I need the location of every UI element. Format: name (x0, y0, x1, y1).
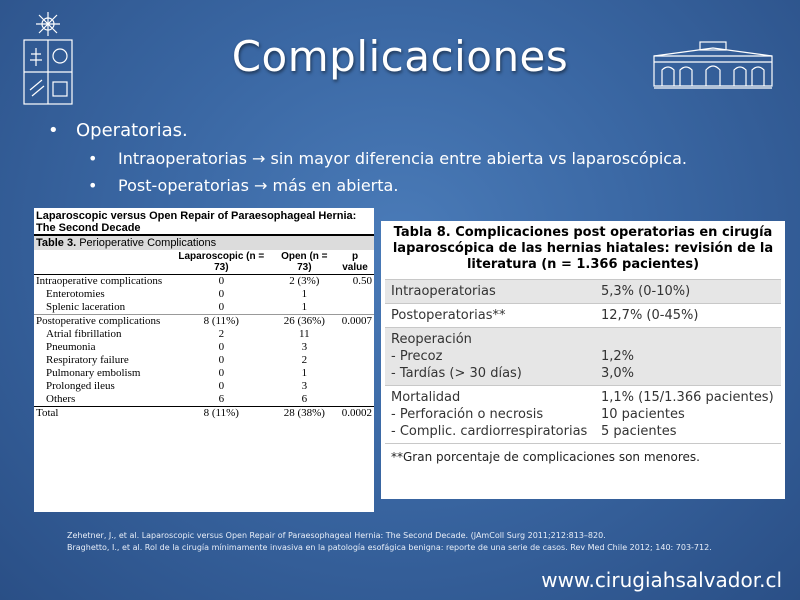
table-row (34, 288, 374, 301)
bullet-list (48, 120, 788, 203)
laparoscopic-cell: 0 (218, 367, 225, 379)
open-cell: 2 (301, 354, 308, 366)
sub-row (391, 389, 775, 406)
bullet-dot: • (88, 176, 98, 195)
subbullet-text: más en abierta. (272, 176, 399, 195)
table-total-row (34, 407, 374, 421)
p-value-cell: 0.0002 (336, 407, 374, 421)
table-label: Table 3. (36, 237, 77, 249)
row-label: Prolonged ileus (46, 380, 115, 392)
open-cell: 3 (301, 341, 308, 353)
open-cell: 11 (299, 328, 310, 340)
laparoscopic-cell: 0 (218, 288, 225, 300)
row-label: Mortalidad (391, 390, 461, 405)
row-label: - Tardías (> 30 días) (391, 366, 522, 381)
sub-row (391, 423, 775, 440)
reference-item: Zehetner, J., et al. Laparoscopic versus Open Repair of Paraesophageal Hernia: The Second Decade. (JAmColl Surg 2011;212:813–820. (67, 531, 606, 540)
table-row (34, 301, 374, 315)
slide-title: Complicaciones (231, 32, 569, 81)
row-value: 12,7% (0-45%) (601, 308, 699, 323)
p-value-cell (336, 301, 374, 315)
p-value-cell: 0.50 (352, 275, 372, 287)
complications-grid (34, 250, 374, 420)
table-row (34, 367, 374, 380)
open-cell: 26 (36%) (273, 315, 336, 329)
table-row (34, 380, 374, 393)
p-value-cell (336, 341, 374, 354)
open-cell: 6 (301, 393, 308, 405)
table-row (385, 279, 781, 303)
header-cell (34, 250, 170, 275)
row-label: Others (46, 393, 76, 405)
sub-row (391, 365, 775, 382)
open-cell: 3 (301, 380, 308, 392)
p-value-cell: 0.0007 (336, 315, 374, 329)
laparoscopic-cell: 0 (218, 341, 225, 353)
laparoscopic-cell: 0 (218, 275, 225, 287)
laparoscopic-cell: 8 (11%) (170, 315, 273, 329)
table-row (385, 303, 781, 327)
bullet-text: Operatorias. (76, 120, 188, 141)
table-caption-text: Perioperative Complications (79, 237, 217, 249)
table-title: Tabla 8. Complicaciones post operatorias en cirugía laparoscópica de las hernias hiatales: revisión de la literatura (n = 1.366 pacientes) (392, 225, 774, 272)
postoperative-complications-table (381, 221, 785, 499)
sub-row (391, 406, 775, 423)
header-cell: Laparoscopic (n = 73) (170, 250, 273, 275)
right-arrow-icon: → (252, 149, 266, 168)
open-cell: 1 (301, 367, 308, 379)
subbullet-intraoperatorias (88, 149, 788, 168)
bullet-dot: • (48, 120, 59, 141)
row-value: 3,0% (601, 366, 635, 381)
row-value: 10 pacientes (601, 407, 685, 422)
table-row (34, 275, 374, 289)
laparoscopic-cell: 6 (218, 393, 225, 405)
table-row (34, 315, 374, 329)
row-label: Intraoperative complications (36, 275, 163, 287)
row-label: Pneumonia (46, 341, 96, 353)
row-label: Postoperative complications (34, 315, 170, 329)
row-label: Postoperatorias** (391, 308, 506, 323)
subbullet-text: sin mayor diferencia entre abierta vs laparoscópica. (270, 149, 687, 168)
right-arrow-icon: → (254, 176, 268, 195)
p-value-cell (336, 393, 374, 407)
p-value-cell (336, 380, 374, 393)
references (67, 530, 767, 554)
row-label: Respiratory failure (46, 354, 129, 366)
table-row (34, 341, 374, 354)
p-value-cell (336, 367, 374, 380)
subbullet-term: Post-operatorias (118, 176, 249, 195)
header-cell: Open (n = 73) (273, 250, 336, 275)
laparoscopic-cell: 8 (11%) (170, 407, 273, 421)
row-label: Total (34, 407, 170, 421)
row-value: 1,1% (15/1.366 pacientes) (601, 390, 774, 405)
p-value-cell (336, 288, 374, 301)
bullet-dot: • (88, 149, 98, 168)
sub-row (391, 348, 775, 365)
row-value: 5 pacientes (601, 424, 677, 439)
p-value-cell (336, 354, 374, 367)
perioperative-complications-table (34, 208, 374, 512)
row-label: - Precoz (391, 349, 443, 364)
p-value-cell (336, 328, 374, 341)
table-body (34, 275, 374, 421)
open-cell: 1 (301, 288, 308, 300)
table-header-row (34, 250, 374, 275)
row-value: 5,3% (0-10%) (601, 284, 691, 299)
row-label: Splenic laceration (46, 301, 126, 313)
row-label: Pulmonary embolism (46, 367, 141, 379)
row-label: - Complic. cardiorrespiratorias (391, 424, 588, 439)
subbullet-postoperatorias (88, 176, 788, 195)
table-row (385, 327, 781, 385)
reference-item: Braghetto, I., et al. Rol de la cirugía mínimamente invasiva en la patología esofágica benigna: reporte de una serie de casos. Rev Med Chile 2012; 140: 703-712. (67, 543, 712, 552)
article-title: Laparoscopic versus Open Repair of Paraesophageal Hernia: The Second Decade (36, 210, 357, 234)
open-cell: 2 (3%) (289, 275, 320, 287)
laparoscopic-cell: 0 (218, 380, 225, 392)
row-label: - Perforación o necrosis (391, 407, 544, 422)
table-body (385, 279, 781, 470)
row-label: Reoperación (391, 332, 472, 347)
row-label: Atrial fibrillation (46, 328, 122, 340)
table-caption (34, 234, 374, 250)
row-value: 1,2% (601, 349, 635, 364)
laparoscopic-cell: 0 (218, 354, 225, 366)
row-label: Intraoperatorias (391, 284, 496, 299)
footer-website: www.cirugiahsalvador.cl (541, 568, 782, 592)
bullet-operatorias (48, 120, 788, 141)
table-row (34, 354, 374, 367)
open-cell: 1 (301, 301, 308, 313)
table-row (34, 328, 374, 341)
laparoscopic-cell: 0 (218, 301, 225, 313)
open-cell: 28 (38%) (273, 407, 336, 421)
row-label: Enterotomies (46, 288, 105, 300)
table-row (385, 385, 781, 443)
table-footnote: **Gran porcentaje de complicaciones son menores. (385, 443, 781, 470)
table-row (34, 393, 374, 407)
laparoscopic-cell: 2 (218, 328, 225, 340)
header-cell: p value (336, 250, 374, 275)
subbullet-term: Intraoperatorias (118, 149, 247, 168)
